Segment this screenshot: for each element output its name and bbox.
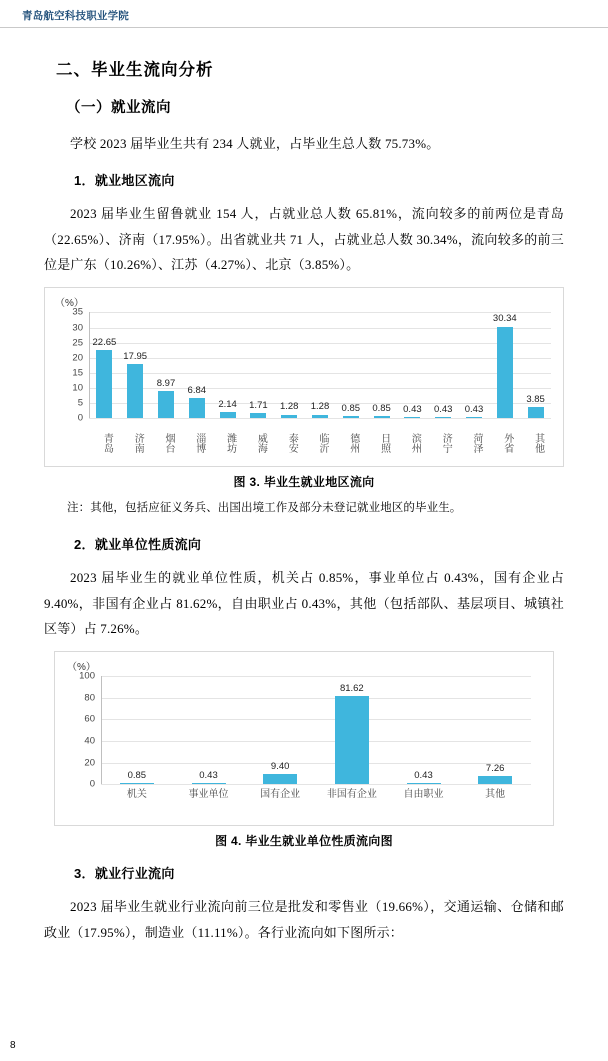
sub3-paragraph: 2023 届毕业生就业行业流向前三位是批发和零售业（19.66%），交通运输、仓储和邮政业（17.95%），制造业（11.11%）。各行业流向如下图所示： [44,899,564,940]
y-axis-tick: 0 [89,778,95,790]
gridline [101,698,531,699]
bar-value-label: 0.43 [414,769,433,781]
bar-value-label: 0.85 [372,402,391,414]
bar-value-label: 30.34 [492,313,517,325]
y-axis-tick: 100 [79,670,95,682]
x-axis-label: 国有企业 [260,789,301,801]
sub1-paragraph: 2023 届毕业生留鲁就业 154 人，占就业总人数 65.81%，流向较多的前两位是青岛（22.65%）、济南（17.95%）。出省就业共 71 人，占就业总人数 30.34%，流向较多的前三位是广东（10.26%）、江苏（4.27%）、北京（3.85%）。 [44,206,564,273]
sub2-title: 2．就业单位性质流向 [74,537,202,553]
gridline [89,328,551,329]
chart4-unit-label: （%） [67,662,96,674]
gridline [89,358,551,359]
x-axis-label: 自由职业 [403,789,444,801]
y-axis-tick: 5 [77,397,83,409]
y-axis-tick: 20 [84,757,95,769]
bar-value-label: 1.28 [279,401,299,413]
bar [220,412,236,418]
x-axis-label: 威海 [255,433,267,454]
y-axis-tick: 25 [72,337,83,349]
page-header [0,0,608,27]
bar [528,407,544,419]
subsection-title: （一）就业流向 [66,100,171,116]
x-axis-label: 外省 [501,433,513,454]
bar [497,327,513,419]
sub1-title: 1．就业地区流向 [74,173,175,189]
section-title: 二、毕业生流向分析 [56,61,214,79]
y-axis-tick: 10 [72,382,83,394]
bar [374,416,390,419]
x-axis-label: 德州 [347,433,359,454]
fig3-caption: 图 3. 毕业生就业地区流向 [233,475,375,490]
unit-nature-chart [54,651,554,826]
bar [281,415,297,419]
gridline [101,784,531,785]
bar-value-label: 1.28 [310,401,330,413]
bar-value-label: 0.85 [341,402,361,414]
bar [435,417,451,419]
x-axis-label: 其他 [485,789,506,801]
gridline [89,312,551,313]
bar [478,776,512,784]
bar [250,413,266,418]
organization-name: 青岛航空科技职业学院 [22,10,129,22]
bar [335,696,369,784]
bar [407,783,441,785]
chart4-plot-area [79,670,531,801]
y-axis-tick: 15 [72,367,83,379]
x-axis-label: 青岛 [101,433,113,454]
gridline [89,373,551,374]
bar [192,783,226,785]
x-axis-label: 济宁 [440,433,452,454]
bar [96,350,112,419]
intro-paragraph: 学校 2023 届毕业生共有 234 人就业，占毕业生总人数 75.73%。 [70,136,440,151]
bar-value-label: 3.85 [526,393,545,405]
bar [343,416,359,419]
bar [158,391,174,418]
bar-value-label: 1.71 [249,400,268,412]
x-axis-label: 日照 [378,433,390,454]
bar [466,417,482,419]
sub2-paragraph: 2023 届毕业生的就业单位性质，机关占 0.85%，事业单位占 0.43%，国有企业占 9.40%，非国有企业占 81.62%，自由职业占 0.43%，其他（包括部队、基层项目、城镇社区等）占 7.26%。 [44,570,564,636]
region-flow-chart [44,287,564,467]
bar-value-label: 0.43 [433,403,453,415]
x-axis-label: 滨州 [409,433,421,454]
x-axis-label: 济南 [132,433,144,454]
fig4-caption: 图 4. 毕业生就业单位性质流向图 [215,834,393,849]
bar-value-label: 2.14 [218,398,237,410]
y-axis-line [101,676,102,784]
gridline [101,741,531,742]
x-axis-label: 烟台 [163,433,174,454]
y-axis-line [89,312,90,418]
bar [120,783,154,785]
sub3-title: 3．就业行业流向 [74,866,175,882]
x-axis-label: 临沂 [317,433,328,454]
bar-value-label: 9.40 [270,761,290,773]
bar-value-label: 0.43 [464,403,484,415]
bar [263,774,297,784]
fig3-note: 注：其他，包括应征义务兵、出国出境工作及部分未登记就业地区的毕业生。 [67,502,462,515]
gridline [89,343,551,344]
bar [189,398,205,419]
x-axis-label: 淄博 [193,433,205,454]
gridline [89,418,551,419]
bar-value-label: 6.84 [187,384,207,396]
chart3-unit-label: （%） [55,298,84,310]
y-axis-tick: 20 [72,352,83,364]
bar-value-label: 22.65 [92,336,117,348]
x-axis-label: 机关 [126,789,147,801]
bar [312,415,328,419]
bar-value-label: 0.85 [127,769,147,781]
bar-value-label: 81.62 [339,683,364,695]
bar-value-label: 0.43 [199,769,218,781]
y-axis-tick: 35 [72,306,83,318]
chart3-plot-area [72,306,551,454]
y-axis-tick: 60 [84,713,95,725]
y-axis-tick: 40 [84,735,95,747]
bar-value-label: 7.26 [485,763,505,775]
gridline [101,719,531,720]
page-number: 8 [10,1040,16,1051]
x-axis-label: 菏泽 [471,433,482,454]
bar-value-label: 8.97 [156,378,176,390]
page-content [0,28,608,945]
x-axis-label: 事业单位 [188,789,229,801]
bar [404,417,420,419]
x-axis-label: 非国有企业 [326,789,377,801]
x-axis-label: 其他 [532,433,544,454]
bar-value-label: 17.95 [123,351,148,362]
gridline [101,676,531,677]
x-axis-label: 泰安 [286,433,298,454]
y-axis-tick: 30 [72,322,83,334]
gridline [101,763,531,764]
bar-value-label: 0.43 [403,403,422,415]
bar [127,364,143,418]
x-axis-label: 潍坊 [224,433,236,454]
y-axis-tick: 80 [84,692,95,704]
y-axis-tick: 0 [77,412,83,424]
